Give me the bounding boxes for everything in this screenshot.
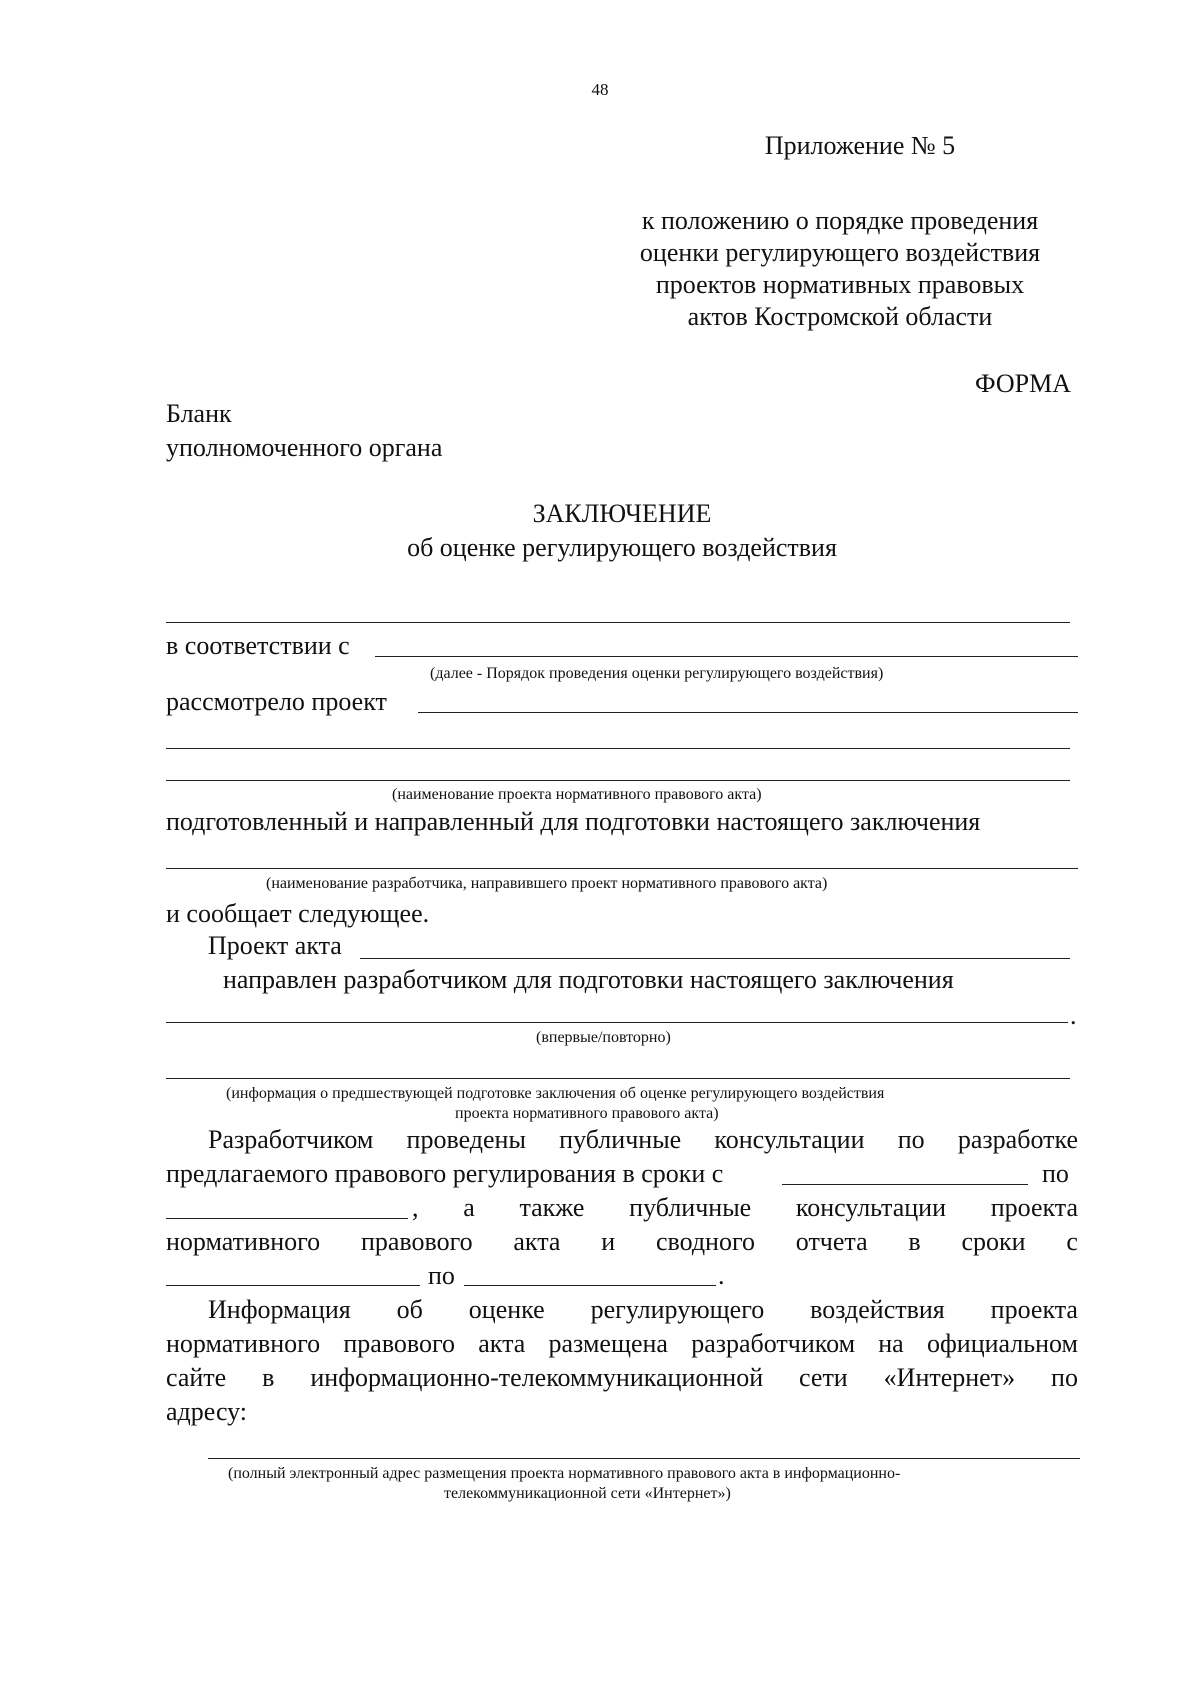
word: об (396, 1295, 423, 1324)
word: Разработчиком (208, 1125, 374, 1154)
para1-line5-end: . (718, 1261, 725, 1290)
appendix-line: к положению о порядке проведения (641, 206, 1039, 235)
fill-line (166, 748, 1070, 749)
para1-line2-po: по (1042, 1159, 1069, 1188)
appendix-line: проектов нормативных правовых (655, 270, 1025, 299)
para2-line4: адресу: (166, 1397, 248, 1426)
note-developer: (наименование разработчика, направившего проект нормативного правового акта) (266, 875, 828, 892)
reviewed-project-label: рассмотрело проект (166, 687, 387, 716)
word: , (412, 1193, 419, 1222)
address-fill-line (208, 1458, 1080, 1459)
blank-label: Бланк (166, 399, 232, 428)
para1-line4 (166, 1226, 1078, 1258)
para1-line1 (208, 1124, 1078, 1156)
blank-line (166, 622, 1070, 623)
word: в (908, 1227, 921, 1256)
note-act-name: (наименование проекта нормативного правового акта) (392, 786, 762, 803)
date-fill-line (782, 1184, 1028, 1185)
word: информационно-телекоммуникационной (310, 1363, 764, 1392)
appendix-title: Приложение № 5 (764, 131, 956, 160)
word: по (897, 1125, 925, 1154)
word: оценке (468, 1295, 545, 1324)
word: с (1066, 1227, 1078, 1256)
reports-following-text: и сообщает следующее. (166, 899, 430, 928)
para2-line1 (208, 1294, 1078, 1326)
word: отчета (795, 1227, 868, 1256)
para1-line5-po: по (428, 1261, 455, 1290)
word: акта (513, 1227, 561, 1256)
word: регулирующего (590, 1295, 765, 1324)
word: проведены (406, 1125, 526, 1154)
document-subtitle: об оценке регулирующего воздействия (407, 533, 837, 562)
word: «Интернет» (883, 1363, 1016, 1392)
fill-line (360, 958, 1070, 959)
word: Информация (208, 1295, 351, 1324)
fill-line (166, 1022, 1068, 1023)
word: консультации (795, 1193, 947, 1222)
document-title: ЗАКЛЮЧЕНИЕ (532, 499, 712, 528)
note-address-line2: телекоммуникационной сети «Интернет») (444, 1485, 731, 1502)
date-fill-line (464, 1285, 716, 1286)
fill-line (166, 1078, 1070, 1079)
note-previous-line1: (информация о предшествующей подготовке заключения об оценке регулирующего воздействия (226, 1085, 885, 1102)
form-label: ФОРМА (975, 369, 1071, 398)
in-accordance-label: в соответствии с (166, 631, 350, 660)
word: правового (360, 1227, 473, 1256)
para1-line3 (412, 1192, 1078, 1224)
word: сроки (961, 1227, 1026, 1256)
appendix-line: актов Костромской области (687, 302, 993, 331)
word: нормативного (166, 1227, 321, 1256)
word: консультации (714, 1125, 865, 1154)
blank-organ-label: уполномоченного органа (166, 433, 443, 462)
note-address-line1: (полный электронный адрес размещения проекта нормативного правового акта в информационно- (228, 1465, 901, 1482)
project-act-label: Проект акта (208, 931, 342, 960)
fill-line (166, 780, 1070, 781)
word: по (1051, 1363, 1078, 1392)
word: публичные (559, 1125, 682, 1154)
appendix-line: оценки регулирующего воздействия (639, 238, 1041, 267)
word: также (519, 1193, 585, 1222)
note-previous-line2: проекта нормативного правового акта) (455, 1105, 719, 1122)
fill-line (375, 656, 1078, 657)
date-fill-line (166, 1285, 420, 1286)
word: и (601, 1227, 616, 1256)
page-number: 48 (591, 80, 609, 99)
word: сводного (655, 1227, 755, 1256)
word: проекта (990, 1193, 1078, 1222)
fill-line (418, 712, 1078, 713)
appendix-reference (600, 205, 1080, 333)
period-mark: . (1070, 1001, 1077, 1030)
note-procedure: (далее - Порядок проведения оценки регулирующего воздействия) (430, 665, 884, 682)
word: в (262, 1363, 275, 1392)
word: разработке (957, 1125, 1078, 1154)
sent-by-developer-text: направлен разработчиком для подготовки настоящего заключения (223, 965, 954, 994)
word: а (463, 1193, 475, 1222)
para2-line2: нормативного правового акта размещена разработчиком на официальном (166, 1329, 1078, 1358)
word: публичные (629, 1193, 752, 1222)
para2-line3 (166, 1362, 1078, 1394)
word: сети (799, 1363, 848, 1392)
word: воздействия (810, 1295, 945, 1324)
note-first-repeat: (впервые/повторно) (536, 1029, 671, 1046)
prepared-sent-text: подготовленный и направленный для подготовки настоящего заключения (166, 807, 981, 836)
fill-line (166, 868, 1078, 869)
word: сайте (166, 1363, 227, 1392)
word: проекта (990, 1295, 1078, 1324)
date-fill-line (166, 1218, 408, 1219)
para1-line2-text: предлагаемого правового регулирования в сроки с (166, 1159, 724, 1188)
